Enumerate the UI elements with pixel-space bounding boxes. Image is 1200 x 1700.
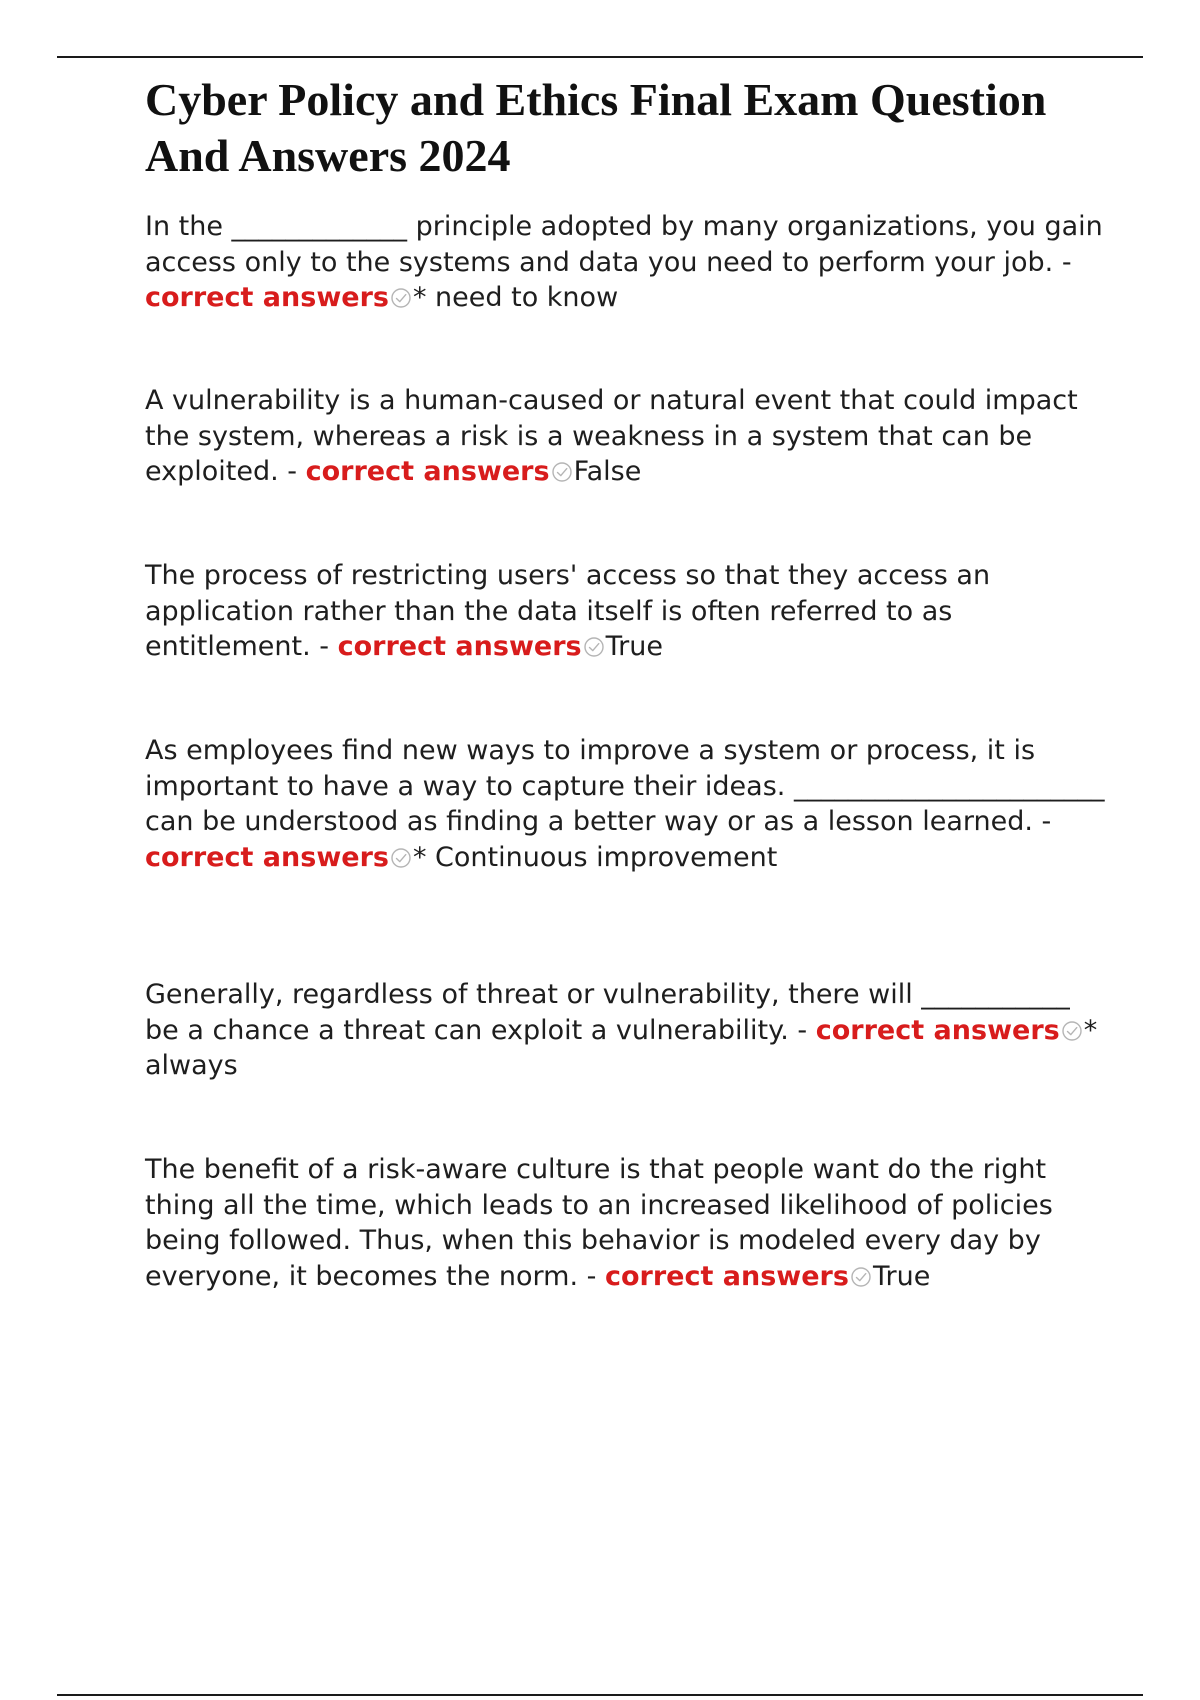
check-circle-icon [850,1266,872,1288]
qa-item-4 [145,733,1105,875]
check-circle-icon [390,287,412,309]
check-circle-icon [551,461,573,483]
correct-answers-label: correct answers [145,841,389,873]
answer-text: False [573,456,642,487]
correct-answers-label: correct answers [145,282,389,313]
answer-text: True [872,1260,931,1292]
correct-answers-label: correct answers [337,631,582,662]
answer-text: * Continuous improvement [412,841,778,873]
bottom-divider [57,1694,1143,1696]
answer-text: * need to know [412,282,619,313]
question-text: In the _____________ principle adopted by many organizations, you gain access only to the systems and data you need to perform your job. - [145,211,1103,278]
correct-answers-label: correct answers [305,456,550,487]
top-divider [57,56,1143,58]
correct-answers-label: correct answers [604,1260,849,1292]
question-text: The process of restricting users' access so that they access an application rather than the data itself is often referred to as entitlement. - [145,560,991,662]
question-text: The benefit of a risk-aware culture is that people want do the right thing all the time, which leads to an increased likelihood of policies being followed. Thus, when this behavior is modeled every day by everyone, it becomes the norm. - [145,1154,1053,1292]
document-title: Cyber Policy and Ethics Final Exam Question And Answers 2024 [145,74,1047,181]
check-circle-icon [583,636,605,658]
check-circle-icon [390,847,412,869]
question-text: As employees find new ways to improve a system or process, it is important to have a way to capture their ideas. _______________________ can be understood as finding a better way or as a lesson learned. - [145,735,1105,837]
question-text: Generally, regardless of threat or vulnerability, there will ___________ be a chance a threat can exploit a vulnerability. - [145,979,1070,1046]
answer-text: True [605,631,663,662]
qa-item-2 [145,383,1105,490]
qa-item-3 [145,558,1105,665]
answer-text: * always [145,1014,1098,1081]
qa-item-6 [145,1152,1105,1294]
correct-answers-label: correct answers [815,1014,1060,1046]
qa-item-1 [145,209,1105,316]
check-circle-icon [1061,1020,1083,1042]
qa-item-5 [145,977,1105,1084]
question-text: A vulnerability is a human-caused or natural event that could impact the system, whereas a risk is a weakness in a system that can be exploited. - [145,385,1078,487]
